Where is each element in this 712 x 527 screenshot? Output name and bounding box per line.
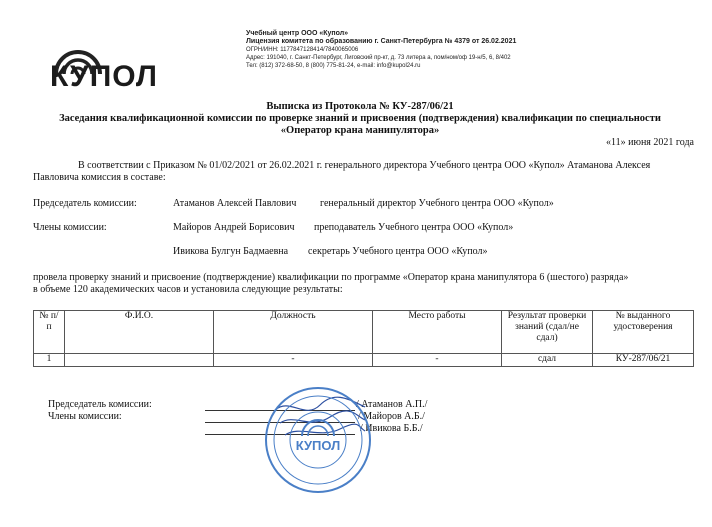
official-stamp — [262, 384, 374, 496]
company-logo — [48, 34, 166, 94]
cell-certificate: КУ-287/06/21 — [593, 354, 694, 367]
result-text-1: провела проверку знаний и присвоение (подтверждение) квалификации по программе «Оператор крана манипулятора 6 (шестого) разряда» — [33, 272, 629, 283]
results-table — [33, 310, 694, 367]
license-line: Лицензия комитета по образованию г. Санкт-Петербурга № 4379 от 26.02.2021 — [246, 38, 517, 45]
title-line-2: Заседания квалификационной комиссии по проверке знаний и присвоения (подтверждения) квалификации по специальности — [59, 113, 661, 124]
cell-fio — [65, 354, 214, 367]
table-header-row — [34, 311, 694, 354]
col-position: Должность — [214, 311, 373, 354]
org-header — [246, 30, 686, 70]
result-text-2: в объеме 120 академических часов и установила следующие результаты: — [33, 284, 343, 295]
chair-role: генеральный директор Учебного центра ООО «Купол» — [320, 198, 554, 209]
table-row — [34, 354, 694, 367]
cell-position: - — [214, 354, 373, 367]
intro-line-1: В соответствии с Приказом № 01/02/2021 от 26.02.2021 г. генерального директора Учебного центра ООО «Купол» Атаманова Алексея — [78, 160, 651, 171]
sig-member1-name: / Майоров А.Б./ — [358, 411, 425, 422]
org-name: Учебный центр ООО «Купол» — [246, 30, 349, 37]
stamp-text: КУПОЛ — [295, 438, 341, 453]
title-line-3: «Оператор крана манипулятора» — [280, 125, 440, 136]
sig-chair-name: / Атаманов А.П./ — [356, 399, 428, 410]
intro-line-2: Павловича комиссия в составе: — [33, 172, 166, 183]
stamp-seal-icon — [262, 384, 374, 496]
chair-label: Председатель комиссии: — [33, 198, 137, 209]
sig-members-label: Члены комиссии: — [48, 411, 122, 422]
col-num: № п/п — [34, 311, 65, 354]
member1-role: преподаватель Учебного центра ООО «Купол» — [314, 222, 514, 233]
sig-chair-label: Председатель комиссии: — [48, 399, 152, 410]
sig-member2-name: / Ивикова Б.Б./ — [360, 423, 423, 434]
cell-num: 1 — [34, 354, 65, 367]
ogrn-line: ОГРН/ИНН: 1177847128414/7840065006 — [246, 47, 359, 53]
title-line-1: Выписка из Протокола № КУ-287/06/21 — [266, 101, 454, 112]
col-workplace: Место работы — [373, 311, 502, 354]
cell-workplace: - — [373, 354, 502, 367]
member1-name: Майоров Андрей Борисович — [173, 222, 295, 233]
members-label: Члены комиссии: — [33, 222, 107, 233]
col-result: Результат проверки знаний (сдал/не сдал) — [502, 311, 593, 354]
col-fio: Ф.И.О. — [65, 311, 214, 354]
address-line: Адрес: 191040, г. Санкт-Петербург, Лиговский пр-кт, д. 73 литера а, пом/ном/оф 19-н/5, 6, 8/402 — [246, 55, 511, 61]
logo-text: КУПОЛ — [50, 60, 158, 93]
cell-result: сдал — [502, 354, 593, 367]
member2-role: секретарь Учебного центра ООО «Купол» — [308, 246, 488, 257]
document-date: «11» июня 2021 года — [606, 137, 694, 148]
col-certificate: № выданного удостоверения — [593, 311, 694, 354]
chair-name: Атаманов Алексей Павлович — [173, 198, 297, 209]
contacts-line: Тел: (812) 372-68-50, 8 (800) 775-81-24, e-mail: info@kupol24.ru — [246, 63, 421, 69]
member2-name: Ивикова Булгун Бадмаевна — [173, 246, 289, 257]
document-title — [40, 101, 680, 137]
